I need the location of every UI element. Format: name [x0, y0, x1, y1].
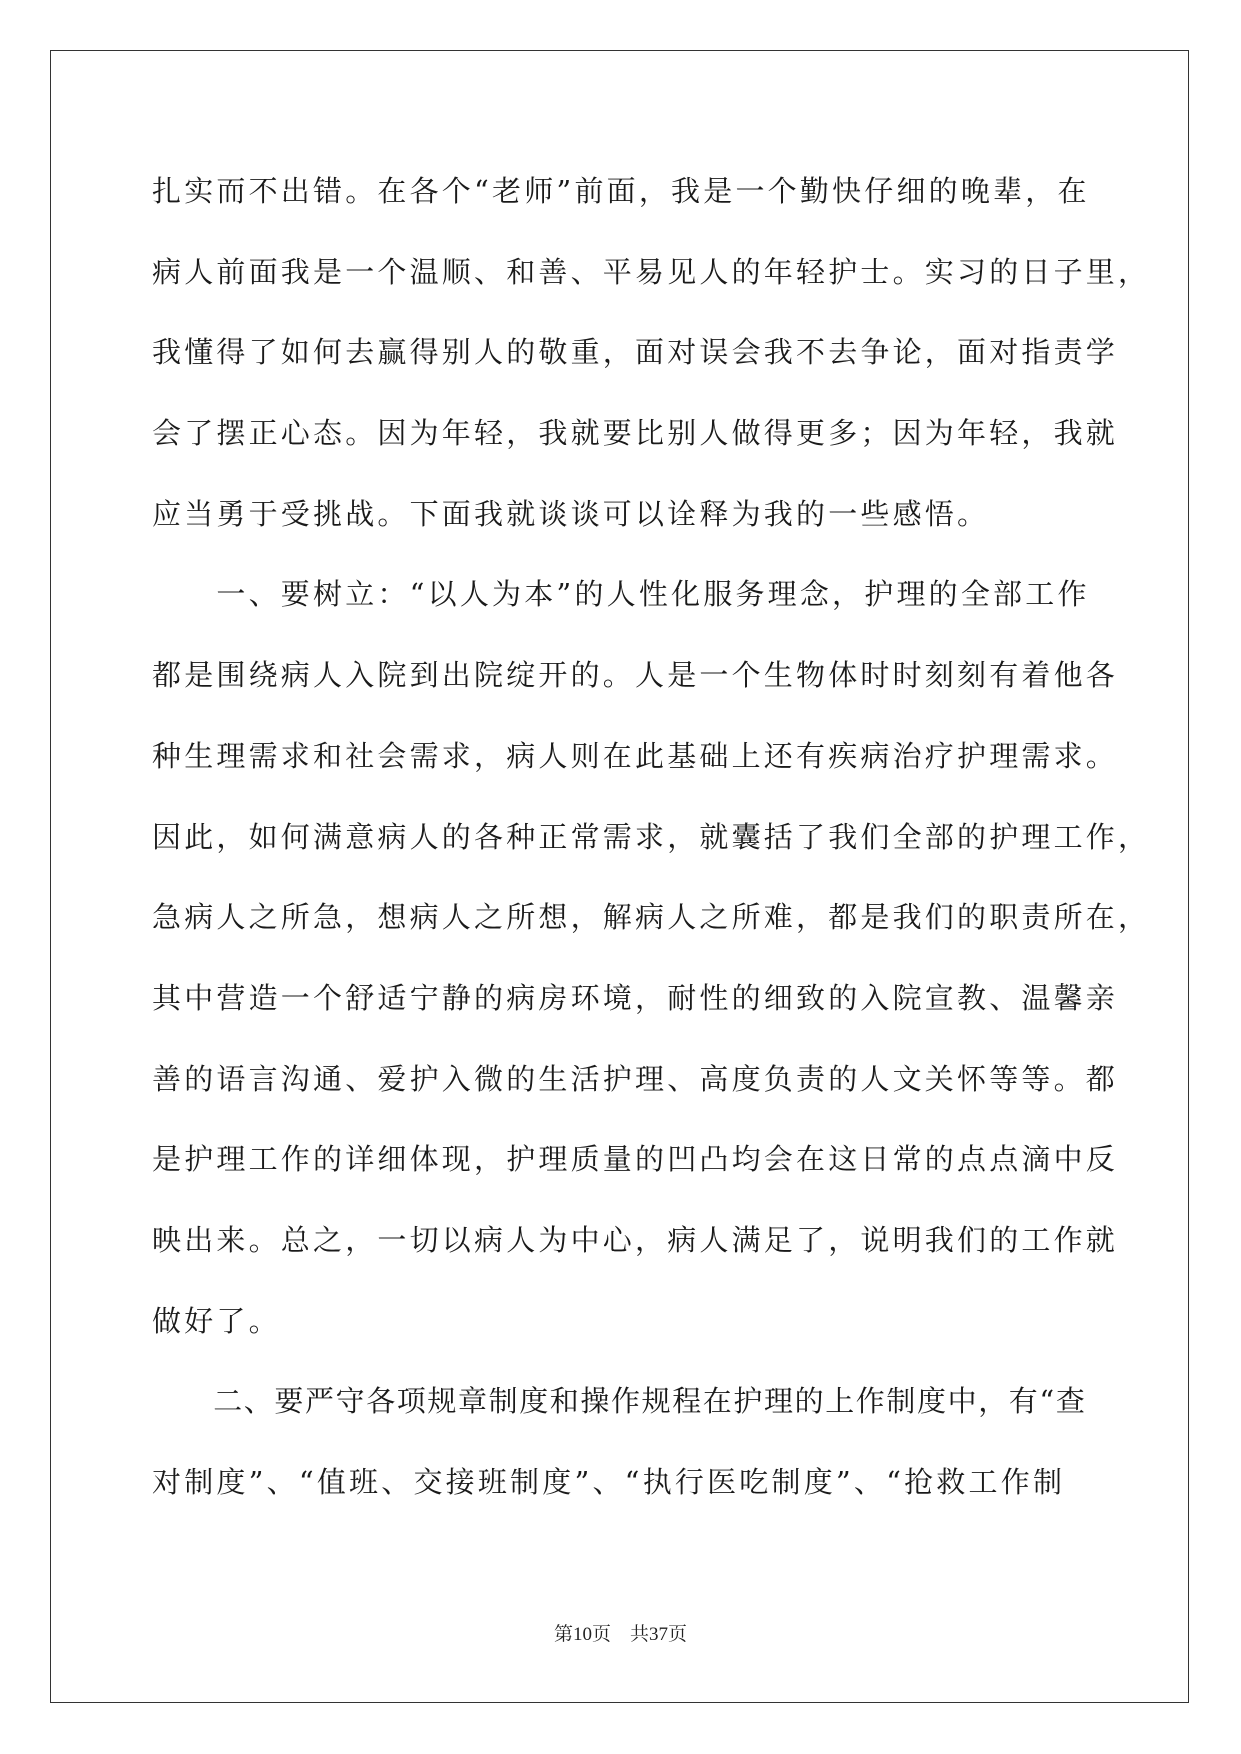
text-line: 种生理需求和社会需求，病人则在此基础上还有疾病治疗护理需求。 — [152, 738, 1119, 773]
page-number-footer: 第10页 共37页 — [553, 1624, 687, 1645]
text-line: 因此，如何满意病人的各种正常需求，就囊括了我们全部的护理工作， — [152, 819, 1151, 854]
text-line: 其中营造一个舒适宁静的病房环境，耐性的细致的入院宣教、温馨亲 — [152, 980, 1119, 1015]
text-line: 做好了。 — [152, 1303, 281, 1338]
text-line: 映出来。总之，一切以病人为中心，病人满足了，说明我们的工作就 — [152, 1222, 1119, 1257]
text-line: 二、要严守各项规章制度和操作规程在护理的上作制度中，有“查 — [152, 1384, 1087, 1419]
document-body — [152, 163, 1151, 1535]
text-line: 都是围绕病人入院到出院绽开的。人是一个生物体时时刻刻有着他各 — [152, 658, 1119, 693]
text-line: 病人前面我是一个温顺、和善、平易见人的年轻护士。实习的日子里， — [152, 254, 1151, 289]
text-line: 急病人之所急，想病人之所想，解病人之所难，都是我们的职责所在， — [152, 900, 1151, 935]
text-line: 对制度”、“值班、交接班制度”、“执行医吃制度”、“抢救工作制 — [152, 1465, 1066, 1499]
text-line: 我懂得了如何去赢得别人的敬重，面对误会我不去争论，面对指责学 — [152, 335, 1119, 370]
text-line: 应当勇于受挑战。下面我就谈谈可以诠释为我的一些感悟。 — [152, 496, 990, 531]
text-line: 一、要树立：“以人为本”的人性化服务理念，护理的全部工作 — [152, 577, 1090, 612]
text-line: 是护理工作的详细体现，护理质量的凹凸均会在这日常的点点滴中反 — [152, 1142, 1119, 1177]
text-line: 会了摆正心态。因为年轻，我就要比别人做得更多；因为年轻，我就 — [152, 416, 1119, 451]
text-line: 扎实而不出错。在各个“老师”前面，我是一个勤快仔细的晚辈，在 — [152, 174, 1090, 208]
text-line: 善的语言沟通、爱护入微的生活护理、高度负责的人文关怀等等。都 — [152, 1061, 1119, 1096]
